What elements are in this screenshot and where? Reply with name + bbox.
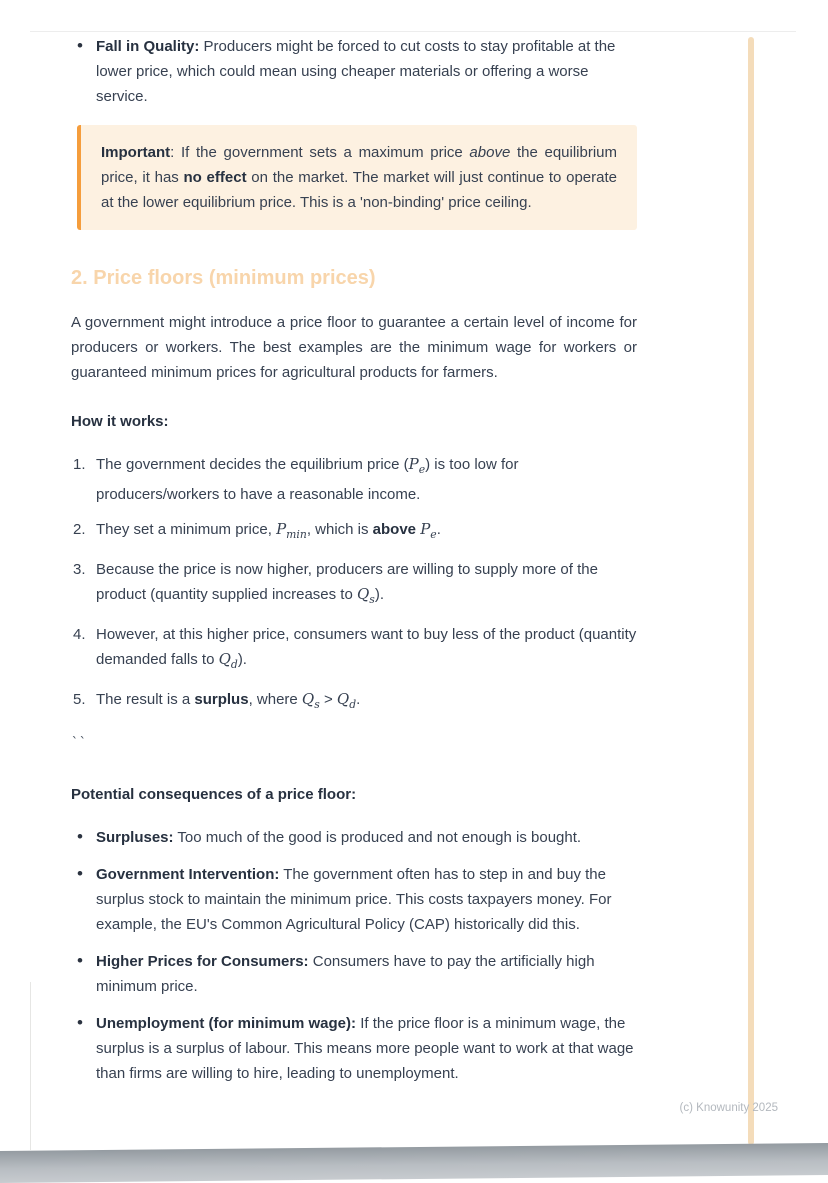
bullet-label: Surpluses: [96, 829, 174, 846]
page-edge-strip [748, 37, 754, 1145]
step-text: However, at this higher price, consumers want to buy less of the product (quantity demanded falls to [96, 626, 637, 668]
math-var-qd: $Q_d$ [218, 650, 238, 671]
callout-segment: : If the government sets a maximum price [170, 144, 470, 161]
quality-bullet-list [71, 34, 637, 109]
math-var-pe: $P_e$ [408, 455, 426, 476]
step-text: . [436, 521, 441, 538]
list-item-surpluses [71, 825, 637, 850]
list-item-fall-in-quality [71, 34, 637, 109]
important-callout [77, 125, 637, 230]
how-it-works-steps [71, 452, 637, 717]
step-text: The government decides the equilibrium price ( [96, 456, 409, 473]
step-item-2 [71, 517, 637, 547]
math-var-qs: $Q_s$ [356, 585, 375, 606]
bullet-text: The government often has to step in and buy the surplus stock to maintain the minimum price. This costs taxpayers money. For example, the EU's Common Agricultural Policy (CAP) historically did this. [96, 866, 612, 933]
step-text: They set a minimum price, [96, 521, 277, 538]
callout-segment: on the market. The market will just continue to operate at the lower equilibrium price. This is a 'non-binding' price ceiling. [101, 169, 617, 211]
list-item-unemployment [71, 1011, 637, 1086]
how-it-works-heading: How it works: [71, 413, 169, 430]
intro-paragraph: A government might introduce a price floor to guarantee a certain level of income for producers or workers. The best examples are the minimum wage for workers or guaranteed minimum prices for agricultural products for farmers. [71, 314, 637, 381]
step-item-3 [71, 557, 637, 612]
page-top-edge [30, 31, 796, 32]
document-content [71, 34, 637, 1098]
bullet-text: Consumers have to pay the artificially high minimum price. [96, 953, 595, 995]
callout-text [101, 140, 617, 215]
bullet-label: Higher Prices for Consumers: [96, 953, 309, 970]
section-heading-price-floors: 2. Price floors (minimum prices) [71, 267, 376, 289]
step-text: Because the price is now higher, producers are willing to supply more of the product (quantity supplied increases to [96, 561, 598, 603]
bullet-text: Too much of the good is produced and not enough is bought. [173, 829, 582, 846]
step-item-4 [71, 622, 637, 677]
step-text: The result is a [96, 691, 195, 708]
page-left-edge [30, 982, 31, 1150]
step-text: , where [248, 691, 302, 708]
list-item-government-intervention [71, 862, 637, 937]
bullet-label: Fall in Quality: [96, 38, 200, 55]
math-var-qs: $Q_s$ [301, 690, 320, 711]
page-bottom-edge [0, 1143, 828, 1183]
bullet-text: Producers might be forced to cut costs to stay profitable at the lower price, which could mean using cheaper materials or offering a worse service. [96, 38, 616, 105]
list-item-higher-prices [71, 949, 637, 999]
math-var-pmin: $P_{min}$ [276, 520, 307, 541]
callout-bold: no effect [183, 169, 247, 186]
bullet-text: If the price floor is a minimum wage, the surplus is a surplus of labour. This means more people want to work at that wage than firms are willing to hire, leading to unemployment. [96, 1015, 634, 1082]
step-text: . [356, 691, 361, 708]
consequences-heading: Potential consequences of a price floor: [71, 786, 357, 803]
step-item-5 [71, 687, 637, 717]
step-bold: surplus [194, 691, 249, 708]
stray-backticks: `` [71, 736, 87, 751]
step-text: , which is [306, 521, 373, 538]
step-item-1 [71, 452, 637, 507]
step-text: > [319, 691, 337, 708]
step-text: ). [237, 651, 247, 668]
bullet-label: Unemployment (for minimum wage): [96, 1015, 357, 1032]
step-text: ). [374, 586, 385, 603]
callout-segment: the equilibrium price, it has [101, 144, 618, 186]
callout-label: Important [101, 144, 171, 161]
math-var-qd: $Q_d$ [336, 690, 357, 711]
step-text: ) is too low for producers/workers to have a reasonable income. [96, 456, 519, 503]
step-bold: above [372, 521, 417, 538]
callout-emphasis: above [469, 144, 511, 161]
bullet-label: Government Intervention: [96, 866, 280, 883]
watermark: (c) Knowunity 2025 [679, 1102, 778, 1114]
math-var-pe: $P_e$ [420, 520, 437, 541]
consequences-list [71, 825, 637, 1086]
